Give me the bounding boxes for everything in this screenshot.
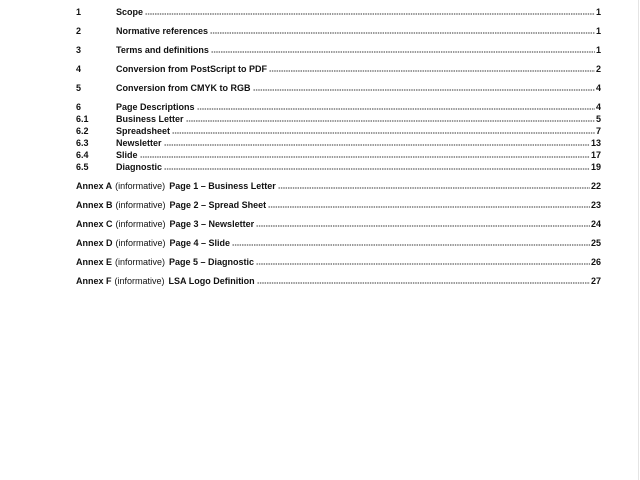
section-title: Conversion from PostScript to PDF xyxy=(116,64,268,74)
section-title: Terms and definitions xyxy=(116,45,209,55)
page-number: 23 xyxy=(590,200,601,210)
page-number: 2 xyxy=(595,64,601,74)
toc-annex-f[interactable] xyxy=(76,275,601,287)
annex-title: Page 1 – Business Letter xyxy=(169,181,276,191)
annex-title: Page 2 – Spread Sheet xyxy=(169,200,267,210)
toc-annex-c[interactable] xyxy=(76,218,601,230)
page-number: 7 xyxy=(595,126,601,136)
page-number: 1 xyxy=(595,26,601,36)
page-number: 5 xyxy=(595,114,601,124)
section-title: Business Letter xyxy=(116,114,184,124)
page-edge-divider xyxy=(638,0,639,480)
section-title: Conversion from CMYK to RGB xyxy=(116,83,251,93)
section-title: Spreadsheet xyxy=(116,126,171,136)
dot-leader xyxy=(210,32,595,34)
annex-type: (informative) xyxy=(115,181,166,191)
annex-type: (informative) xyxy=(114,276,165,286)
toc-entry-6-2[interactable] xyxy=(76,125,601,137)
section-title: Slide xyxy=(116,150,138,160)
dot-leader xyxy=(186,120,595,122)
annex-title: Page 4 – Slide xyxy=(169,238,231,248)
toc-entry-6-1[interactable] xyxy=(76,113,601,125)
section-number: 6 xyxy=(76,102,82,112)
section-number: 3 xyxy=(76,45,82,55)
section-number: 6.4 xyxy=(76,150,89,160)
dot-leader xyxy=(140,156,590,158)
dot-leader xyxy=(278,187,590,189)
toc-annex-a[interactable] xyxy=(76,180,601,192)
section-number: 5 xyxy=(76,83,82,93)
section-title: Diagnostic xyxy=(116,162,163,172)
annex-type: (informative) xyxy=(115,200,166,210)
page-number: 4 xyxy=(595,102,601,112)
toc-entry-1[interactable] xyxy=(76,6,601,18)
toc-annex-e[interactable] xyxy=(76,256,601,268)
annex-label: Annex F xyxy=(76,276,112,286)
annex-type: (informative) xyxy=(115,257,166,267)
annex-title: LSA Logo Definition xyxy=(168,276,255,286)
section-number: 6.3 xyxy=(76,138,89,148)
annex-title: Page 5 – Diagnostic xyxy=(169,257,255,267)
annex-label: Annex A xyxy=(76,181,113,191)
toc-entry-6[interactable] xyxy=(76,101,601,113)
toc-entry-2[interactable] xyxy=(76,25,601,37)
page-number: 4 xyxy=(595,83,601,93)
page-number: 26 xyxy=(590,257,601,267)
toc-entry-6-4[interactable] xyxy=(76,149,601,161)
page-number: 25 xyxy=(590,238,601,248)
section-number: 4 xyxy=(76,64,82,74)
dot-leader xyxy=(145,13,595,15)
toc-entry-5[interactable] xyxy=(76,82,601,94)
toc-entry-6-3[interactable] xyxy=(76,137,601,149)
section-number: 2 xyxy=(76,26,82,36)
section-number: 6.1 xyxy=(76,114,89,124)
annex-type: (informative) xyxy=(115,219,166,229)
dot-leader xyxy=(256,263,590,265)
page-number: 13 xyxy=(590,138,601,148)
section-number: 6.2 xyxy=(76,126,89,136)
dot-leader xyxy=(268,206,590,208)
section-title: Normative references xyxy=(116,26,209,36)
page-number: 19 xyxy=(590,162,601,172)
dot-leader xyxy=(164,144,590,146)
toc-entry-6-5[interactable] xyxy=(76,161,601,173)
annex-label: Annex C xyxy=(76,219,113,229)
page-number: 1 xyxy=(595,7,601,17)
section-number: 1 xyxy=(76,7,82,17)
annex-label: Annex B xyxy=(76,200,113,210)
annex-type: (informative) xyxy=(115,238,166,248)
annex-title: Page 3 – Newsletter xyxy=(169,219,255,229)
section-title: Page Descriptions xyxy=(116,102,195,112)
toc-entry-3[interactable] xyxy=(76,44,601,56)
annex-label: Annex D xyxy=(76,238,113,248)
dot-leader xyxy=(253,89,595,91)
page-number: 1 xyxy=(595,45,601,55)
dot-leader xyxy=(164,168,590,170)
page-number: 24 xyxy=(590,219,601,229)
section-title: Scope xyxy=(116,7,144,17)
page-number: 22 xyxy=(590,181,601,191)
dot-leader xyxy=(269,70,595,72)
dot-leader xyxy=(257,282,590,284)
page-number: 17 xyxy=(590,150,601,160)
dot-leader xyxy=(172,132,595,134)
dot-leader xyxy=(211,51,595,53)
toc-entry-4[interactable] xyxy=(76,63,601,75)
section-number: 6.5 xyxy=(76,162,89,172)
toc-annex-b[interactable] xyxy=(76,199,601,211)
page-number: 27 xyxy=(590,276,601,286)
dot-leader xyxy=(197,108,595,110)
dot-leader xyxy=(232,244,590,246)
toc-annex-d[interactable] xyxy=(76,237,601,249)
annex-label: Annex E xyxy=(76,257,113,267)
section-title: Newsletter xyxy=(116,138,162,148)
dot-leader xyxy=(256,225,590,227)
